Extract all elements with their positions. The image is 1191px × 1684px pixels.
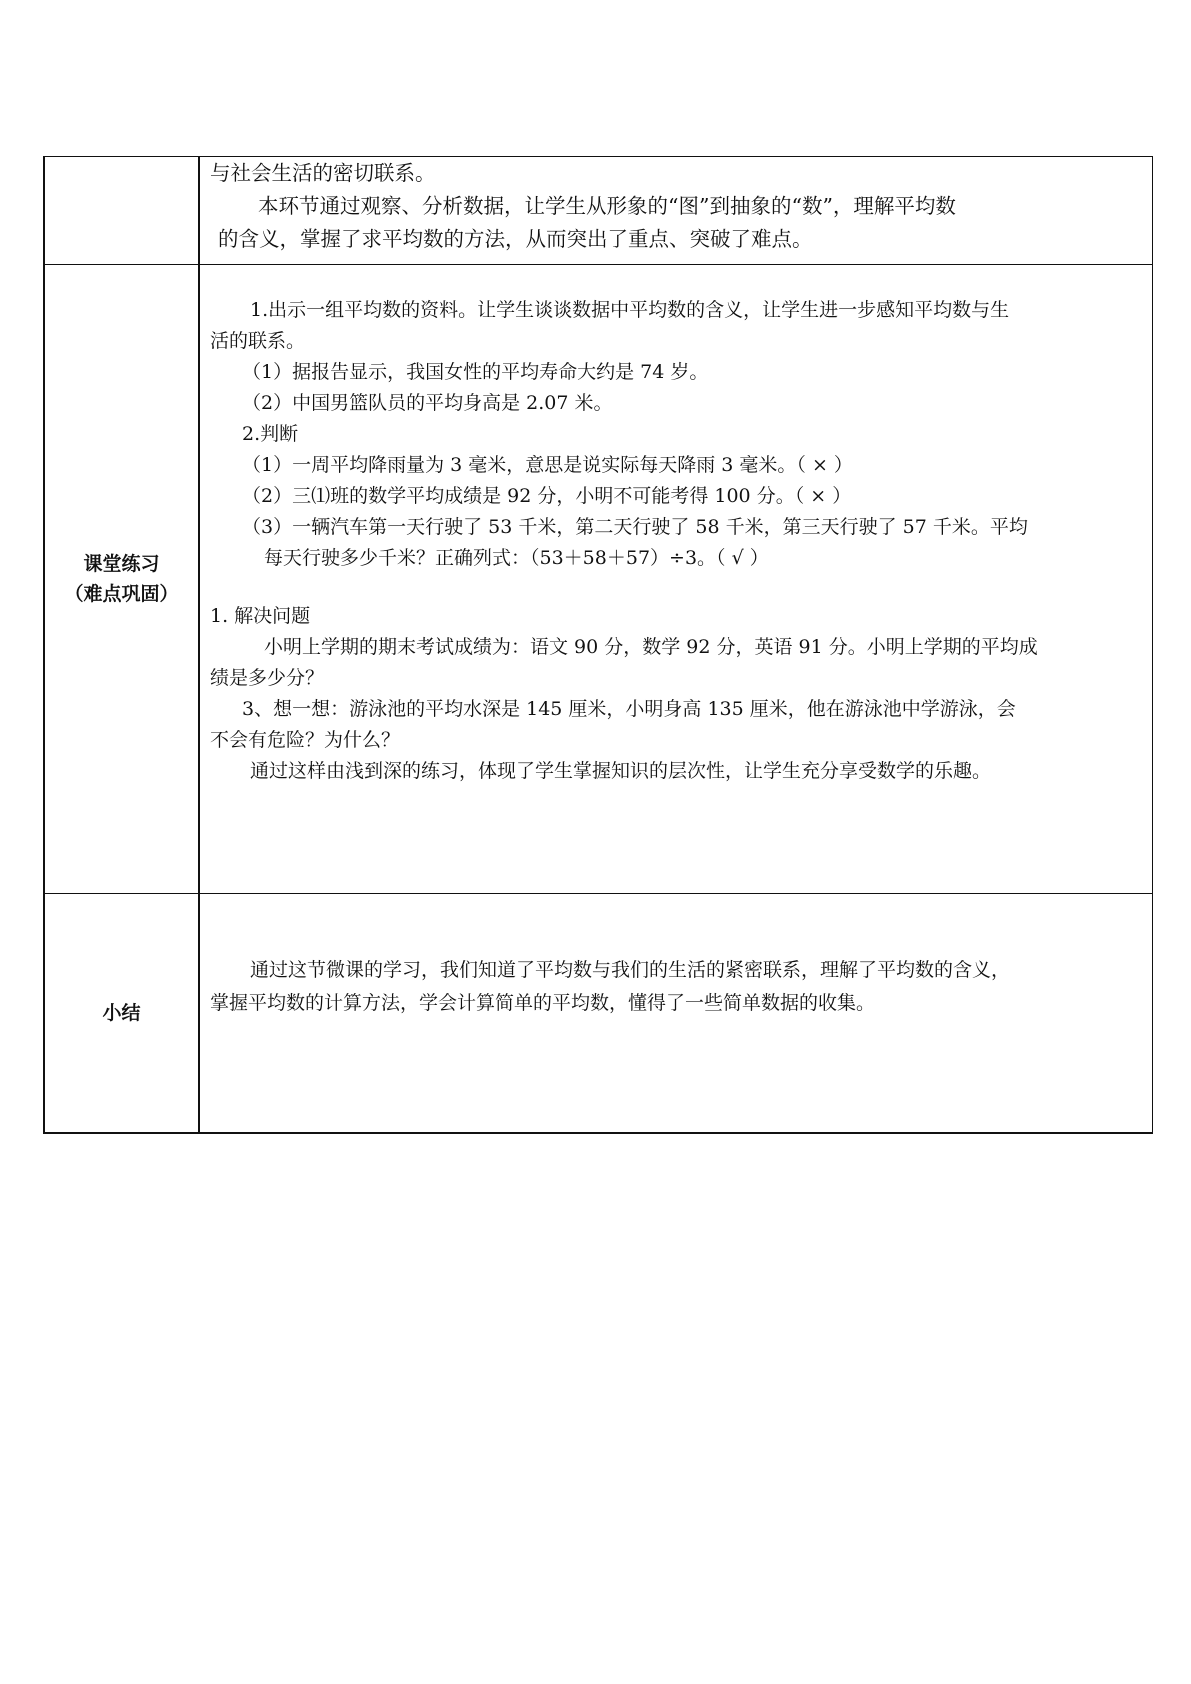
summary-label: 小结: [44, 894, 199, 1134]
text-line: （2）三⑴班的数学平均成绩是 92 分，小明不可能考得 100 分。（ × ）: [242, 485, 852, 507]
continuation-content: [199, 157, 1153, 265]
text-line: 每天行驶多少千米？正确列式：（53＋58＋57）÷3。（ √ ）: [264, 547, 769, 569]
text-line: 1.出示一组平均数的资料。让学生谈谈数据中平均数的含义，让学生进一步感知平均数与生: [250, 299, 1010, 321]
practice-label-line1: 课堂练习: [83, 553, 160, 575]
text-line: 通过这样由浅到深的练习，体现了学生掌握知识的层次性，让学生充分享受数学的乐趣。: [250, 760, 992, 782]
empty-label-cell: [44, 157, 199, 265]
text-line: 掌握平均数的计算方法，学会计算简单的平均数，懂得了一些简单数据的收集。: [210, 992, 876, 1014]
practice-label-line2: （难点巩固）: [64, 583, 179, 605]
text-line: （2）中国男篮队员的平均身高是 2.07 米。: [242, 392, 613, 414]
text-line: 本环节通过观察、分析数据，让学生从形象的“图”到抽象的“数”，理解平均数: [258, 194, 956, 218]
text-line: 3、想一想：游泳池的平均水深是 145 厘米，小明身高 135 厘米，他在游泳池中学游泳，会: [242, 698, 1016, 720]
continuation-row: [44, 157, 1153, 265]
text-line: 通过这节微课的学习，我们知道了平均数与我们的生活的紧密联系，理解了平均数的含义，: [250, 959, 1011, 981]
practice-content: [199, 265, 1153, 894]
text-line: 活的联系。: [210, 330, 306, 352]
summary-content: [199, 894, 1153, 1134]
text-line: （1）一周平均降雨量为 3 毫米，意思是说实际每天降雨 3 毫米。（ × ）: [242, 454, 853, 476]
text-line: （1）据报告显示，我国女性的平均寿命大约是 74 岁。: [242, 361, 709, 383]
summary-row: [44, 894, 1153, 1134]
text-line: 不会有危险？为什么？: [210, 729, 401, 751]
text-line: 1. 解决问题: [210, 605, 311, 627]
lesson-plan-table: [43, 156, 1153, 1134]
text-line: 小明上学期的期末考试成绩为：语文 90 分，数学 92 分，英语 91 分。小明上学期的平均成: [264, 636, 1038, 658]
text-line: 绩是多少分？: [210, 667, 325, 689]
text-line: 的含义，掌握了求平均数的方法，从而突出了重点、突破了难点。: [218, 227, 813, 251]
text-line: 2.判断: [242, 423, 299, 445]
text-line: 与社会生活的密切联系。: [210, 161, 436, 185]
text-line: （3）一辆汽车第一天行驶了 53 千米，第二天行驶了 58 千米，第三天行驶了 57 千米。平均: [242, 516, 1028, 538]
practice-label: [44, 265, 199, 894]
practice-row: [44, 265, 1153, 894]
spacer: [210, 574, 1142, 601]
